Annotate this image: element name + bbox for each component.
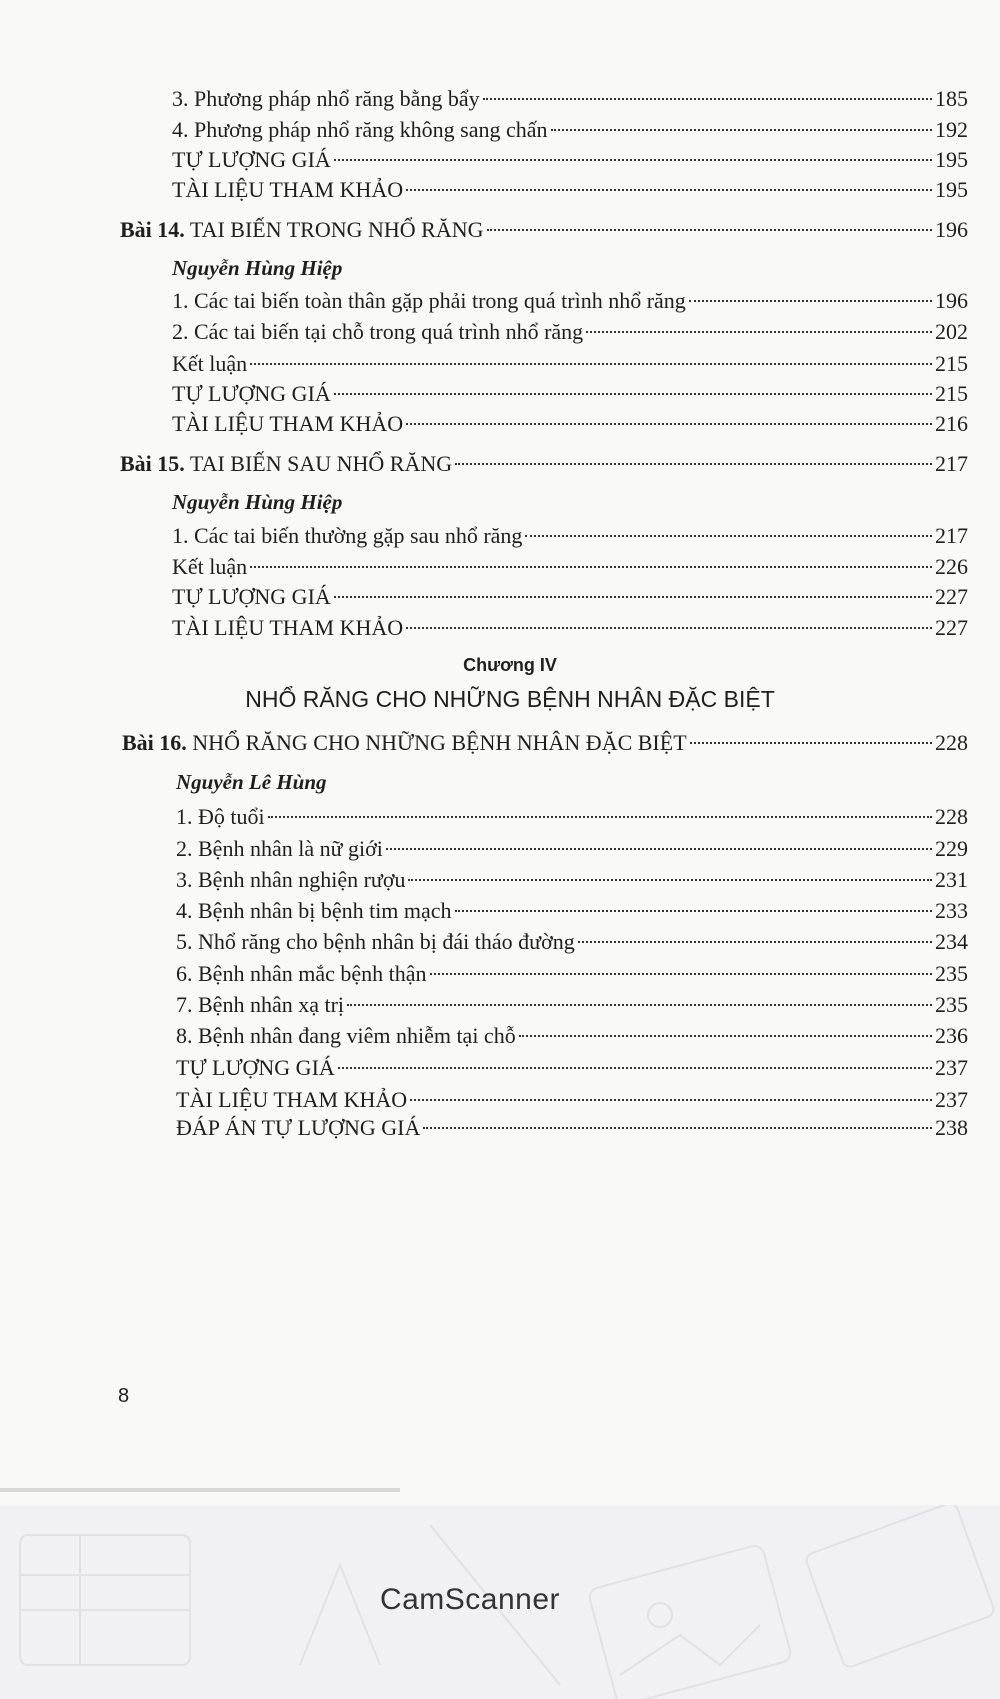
toc-entry-label: 8. Bệnh nhân đang viêm nhiễm tại chỗ <box>176 1023 516 1048</box>
dot-leader <box>455 463 932 465</box>
lesson-author: Nguyễn Hùng Hiệp <box>172 490 343 514</box>
toc-entry <box>176 960 968 988</box>
toc-page-number: 195 <box>935 147 968 172</box>
toc-entry <box>172 146 968 174</box>
toc-entry <box>172 318 968 346</box>
toc-page-number: 192 <box>935 117 968 142</box>
toc-entry <box>172 410 968 438</box>
toc-entry-label: 3. Phương pháp nhổ răng bằng bẩy <box>172 86 480 111</box>
toc-lesson-heading <box>120 450 968 478</box>
dot-leader <box>690 742 932 744</box>
lesson-number: Bài 16. <box>122 730 187 755</box>
lesson-author: Nguyễn Lê Hùng <box>176 770 327 794</box>
toc-entry <box>172 287 968 315</box>
toc-entry-label: TỰ LƯỢNG GIÁ <box>172 381 331 406</box>
toc-page-number: 196 <box>935 288 968 313</box>
toc-entry <box>176 1086 968 1114</box>
toc-entry-label: 1. Độ tuổi <box>176 804 265 829</box>
toc-page-number: 228 <box>935 804 968 829</box>
toc-page-number: 237 <box>935 1087 968 1112</box>
dot-leader <box>455 910 932 912</box>
toc-entry-label: 4. Bệnh nhân bị bệnh tim mạch <box>176 898 452 923</box>
toc-page-number: 228 <box>935 730 968 755</box>
dot-leader <box>338 1067 932 1069</box>
toc-entry <box>176 1114 968 1142</box>
toc-page-number: 202 <box>935 319 968 344</box>
toc-entry <box>172 116 968 144</box>
dot-leader <box>487 229 932 231</box>
dot-leader <box>250 363 932 365</box>
toc-entry <box>176 991 968 1019</box>
chapter-title: NHỔ RĂNG CHO NHỮNG BỆNH NHÂN ĐẶC BIỆT <box>245 686 775 712</box>
toc-entry-label: ĐÁP ÁN TỰ LƯỢNG GIÁ <box>176 1115 421 1140</box>
toc-entry-label: Kết luận <box>172 351 248 376</box>
dot-leader <box>250 566 932 568</box>
toc-page-number: 217 <box>935 451 968 476</box>
lesson-number: Bài 15. <box>120 451 185 476</box>
toc-entry <box>172 350 968 378</box>
toc-entry <box>176 835 968 863</box>
toc-entry-label <box>120 216 484 244</box>
toc-entry <box>176 866 968 894</box>
page-number: 8 <box>118 1385 130 1407</box>
toc-page-number: 185 <box>935 86 968 111</box>
toc-page-number: 231 <box>935 867 968 892</box>
toc-page-number: 226 <box>935 554 968 579</box>
dot-leader <box>423 1127 932 1129</box>
toc-page-number: 215 <box>935 351 968 376</box>
toc-entry-label: 5. Nhổ răng cho bệnh nhân bị đái tháo đường <box>176 929 575 954</box>
toc-entry <box>176 897 968 925</box>
toc-entry-label: 1. Các tai biến toàn thân gặp phải trong quá trình nhổ răng <box>172 288 686 313</box>
camscanner-logo: CamScanner <box>379 1583 561 1616</box>
dot-leader <box>578 941 932 943</box>
toc-entry-label: TÀI LIỆU THAM KHẢO <box>172 615 404 640</box>
toc-entry <box>172 614 968 642</box>
chapter-number: Chương IV <box>463 655 557 675</box>
toc-entry <box>172 522 968 550</box>
toc-lesson-heading <box>120 216 968 244</box>
dot-leader <box>551 129 932 131</box>
dot-leader <box>406 627 932 629</box>
dot-leader <box>334 596 932 598</box>
dot-leader <box>410 1099 932 1101</box>
toc-entry <box>176 1054 968 1082</box>
toc-lesson-heading <box>122 729 968 757</box>
dot-leader <box>334 159 932 161</box>
dot-leader <box>689 300 932 302</box>
dot-leader <box>483 98 932 100</box>
toc-page-number: 216 <box>935 411 968 436</box>
lesson-author: Nguyễn Hùng Hiệp <box>172 256 343 280</box>
toc-page-number: 215 <box>935 381 968 406</box>
toc-page-number: 227 <box>935 615 968 640</box>
toc-page-number: 229 <box>935 836 968 861</box>
toc-entry <box>176 928 968 956</box>
page-edge <box>0 1488 400 1492</box>
toc-page-number: 217 <box>935 523 968 548</box>
toc-entry-label: TỰ LƯỢNG GIÁ <box>172 584 331 609</box>
toc-page-number: 196 <box>935 217 968 242</box>
toc-entry-label: 2. Các tai biến tại chỗ trong quá trình nhổ răng <box>172 319 584 344</box>
dot-leader <box>408 879 932 881</box>
toc-entry-label: TÀI LIỆU THAM KHẢO <box>172 411 404 436</box>
toc-page-number: 237 <box>935 1055 968 1080</box>
toc-entry-label: 7. Bệnh nhân xạ trị <box>176 992 345 1017</box>
lesson-title: TAI BIẾN TRONG NHỔ RĂNG <box>189 217 484 242</box>
toc-entry-label: 1. Các tai biến thường gặp sau nhổ răng <box>172 523 523 548</box>
dot-leader <box>525 535 932 537</box>
dot-leader <box>406 189 932 191</box>
toc-page-number: 227 <box>935 584 968 609</box>
toc-entry-label: TÀI LIỆU THAM KHẢO <box>172 177 404 202</box>
toc-page-number: 234 <box>935 929 968 954</box>
dot-leader <box>430 973 933 975</box>
toc-entry-label: TỰ LƯỢNG GIÁ <box>176 1055 335 1080</box>
lesson-title: NHỔ RĂNG CHO NHỮNG BỆNH NHÂN ĐẶC BIỆT <box>192 730 687 755</box>
dot-leader <box>406 423 932 425</box>
scanner-footer <box>0 1505 1000 1699</box>
toc-entry-label: 4. Phương pháp nhổ răng không sang chấn <box>172 117 548 142</box>
toc-page-number: 238 <box>935 1115 968 1140</box>
toc-entry <box>172 583 968 611</box>
toc-entry <box>176 803 968 831</box>
dot-leader <box>334 393 932 395</box>
toc-entry-label: 6. Bệnh nhân mắc bệnh thận <box>176 961 427 986</box>
toc-entry <box>172 176 968 204</box>
dot-leader <box>386 848 932 850</box>
lesson-number: Bài 14. <box>120 217 185 242</box>
toc-page-number: 195 <box>935 177 968 202</box>
toc-entry <box>172 85 968 113</box>
toc-entry-label: TÀI LIỆU THAM KHẢO <box>176 1087 408 1112</box>
toc-entry <box>176 1022 968 1050</box>
dot-leader <box>347 1004 932 1006</box>
toc-entry <box>172 380 968 408</box>
dot-leader <box>519 1035 932 1037</box>
toc-entry-label <box>120 450 452 478</box>
toc-entry-label: TỰ LƯỢNG GIÁ <box>172 147 331 172</box>
toc-page-number: 235 <box>935 992 968 1017</box>
toc-entry-label <box>122 729 687 757</box>
toc-page-number: 236 <box>935 1023 968 1048</box>
dot-leader <box>586 331 932 333</box>
toc-page-number: 235 <box>935 961 968 986</box>
toc-entry-label: 3. Bệnh nhân nghiện rượu <box>176 867 406 892</box>
toc-entry-label: Kết luận <box>172 554 248 579</box>
toc-page-number: 233 <box>935 898 968 923</box>
toc-entry-label: 2. Bệnh nhân là nữ giới <box>176 836 383 861</box>
dot-leader <box>268 816 932 818</box>
lesson-title: TAI BIẾN SAU NHỔ RĂNG <box>189 451 453 476</box>
toc-entry <box>172 553 968 581</box>
